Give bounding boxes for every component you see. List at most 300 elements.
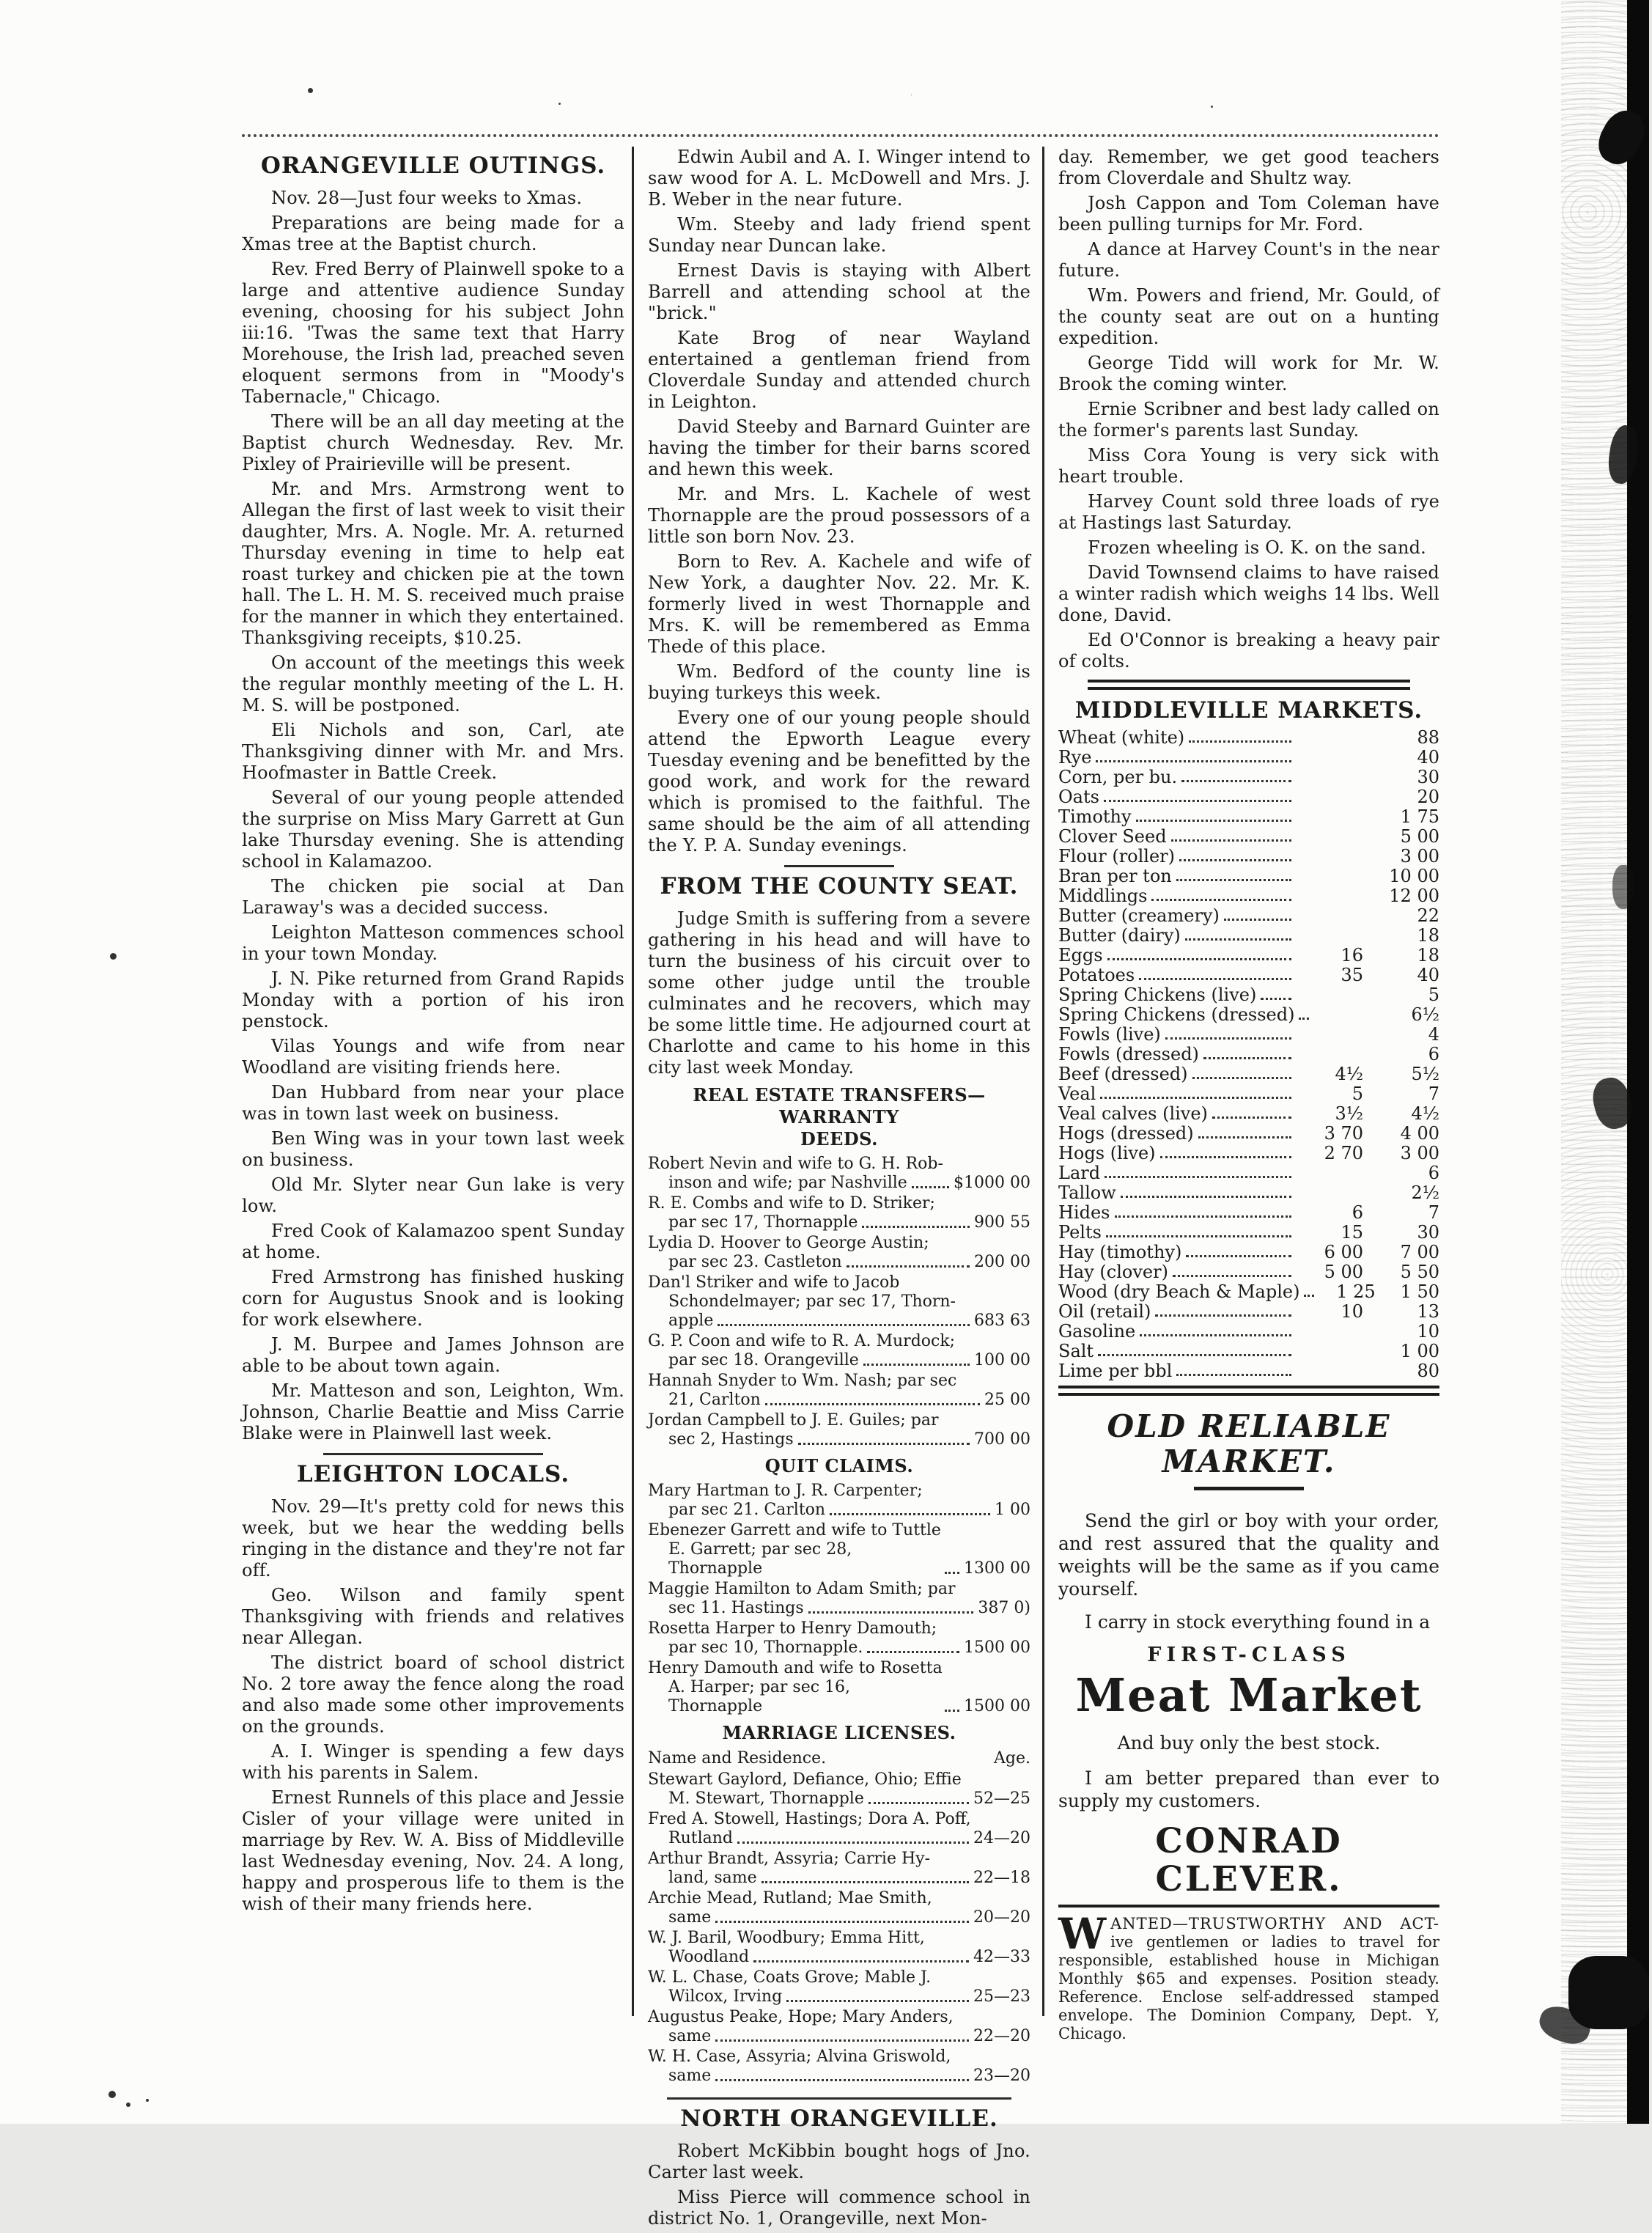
market-item: Rye xyxy=(1058,747,1092,768)
news-paragraph: Kate Brog of near Wayland entertained a gentleman friend from Cloverdale Sunday and attended church in Leighton. xyxy=(648,328,1030,412)
market-high-value: 5 xyxy=(1428,985,1439,1005)
heavy-double-rule xyxy=(1088,680,1410,690)
dot-leader xyxy=(1189,740,1291,743)
market-item: Fowls (live) xyxy=(1058,1024,1161,1045)
market-high-value: 18 xyxy=(1417,945,1439,965)
licenses-column-headers xyxy=(648,1748,1030,1769)
dot-leader xyxy=(715,2079,969,2081)
news-paragraph: Josh Cappon and Tom Coleman have been pulling turnips for Mr. Ford. xyxy=(1058,193,1439,235)
license-entry xyxy=(648,1770,1030,1809)
deed-tail: par sec 18. Orangeville xyxy=(668,1351,859,1369)
deed-amount: 900 55 xyxy=(974,1213,1030,1232)
license-tail: land, same xyxy=(668,1869,757,1887)
market-row xyxy=(1058,827,1439,847)
paper-speck xyxy=(108,2091,116,2098)
license-entry xyxy=(648,2048,1030,2086)
dot-leader xyxy=(1155,1314,1291,1317)
news-paragraph: Geo. Wilson and family spent Thanksgiving with friends and relatives near Allegan. xyxy=(242,1585,624,1648)
market-high-value: 7 xyxy=(1428,1084,1439,1104)
licenses-col-age: Age. xyxy=(994,1749,1030,1767)
dot-leader xyxy=(1203,1057,1291,1059)
dot-leader xyxy=(867,1651,959,1653)
heavy-double-rule xyxy=(1058,1386,1439,1396)
news-paragraph: The chicken pie social at Dan Laraway's was a decided success. xyxy=(242,876,624,918)
news-paragraph: Rev. Fred Berry of Plainwell spoke to a large and attentive audience Sunday evening, choosing for his subject John iii:16. 'Twas the same text that Harry Morehouse, the Irish lad, preached seven eloquent sermons from in "Moody's Tabernacle," Chicago. xyxy=(242,259,624,407)
dot-leader xyxy=(1176,879,1291,881)
ad-title-rule xyxy=(1194,1487,1304,1490)
market-row xyxy=(1058,1262,1439,1282)
old-reliable-market-ad xyxy=(1058,1409,1439,1908)
dot-leader xyxy=(737,1842,969,1844)
market-high-value: 6 xyxy=(1428,1163,1439,1183)
market-row xyxy=(1058,985,1439,1005)
market-row xyxy=(1058,965,1439,985)
market-low-value: 5 xyxy=(1352,1084,1363,1104)
quit-claim-tail: A. Harper; par sec 16, Thornapple xyxy=(668,1678,851,1715)
wanted-classified-ad xyxy=(1058,1909,1439,2043)
market-low-value: 6 xyxy=(1352,1202,1363,1223)
ad-signature: CONRAD CLEVER. xyxy=(1155,1821,1343,1899)
quit-claim-tail: par sec 10, Thornapple. xyxy=(668,1638,863,1657)
market-item: Lime per bbl xyxy=(1058,1361,1173,1381)
news-paragraph: Nov. 29—It's pretty cold for news this week, but we hear the wedding bells ringing in the distance and they're not far off. xyxy=(242,1496,624,1581)
article-heading-county-seat: FROM THE COUNTY SEAT. xyxy=(660,873,1019,900)
news-paragraph: Frozen wheeling is O. K. on the sand. xyxy=(1088,537,1426,558)
dot-leader xyxy=(762,1881,969,1883)
quit-claim-amount-row xyxy=(648,1501,1030,1520)
market-high-value: 12 00 xyxy=(1389,886,1439,906)
market-item: Middlings xyxy=(1058,886,1148,906)
license-entry xyxy=(648,2008,1030,2046)
market-row xyxy=(1058,728,1439,748)
market-row xyxy=(1058,1064,1439,1084)
market-row xyxy=(1058,886,1439,906)
dot-leader xyxy=(1171,839,1291,842)
license-ages: 42—33 xyxy=(973,1948,1030,1966)
deed-tail: par sec 17, Thornapple xyxy=(668,1213,858,1232)
deed-line1: Hannah Snyder to Wm. Nash; par sec xyxy=(648,1372,957,1390)
license-tail: same xyxy=(668,1908,712,1927)
market-high-value: 30 xyxy=(1417,1222,1439,1243)
deed-line1: Lydia D. Hoover to George Austin; xyxy=(648,1234,929,1252)
deeds-heading xyxy=(648,1084,1030,1150)
quit-claim-line1: Rosetta Harper to Henry Damouth; xyxy=(648,1619,937,1638)
license-age-row xyxy=(648,1987,1030,2006)
quit-claim-line1: Ebenezer Garrett and wife to Tuttle xyxy=(648,1521,941,1539)
north-orangeville-continued xyxy=(1058,147,1439,672)
market-item: Veal calves (live) xyxy=(1058,1103,1208,1124)
quit-claim-amount: 1500 00 xyxy=(964,1697,1030,1715)
dot-leader xyxy=(1100,1097,1291,1099)
quit-claim-line1: Henry Damouth and wife to Rosetta xyxy=(648,1659,943,1677)
wanted-body-text: ive gentlemen or ladies to travel for responsible, established house in Michigan Monthly $65 and expenses. Position steady. Reference. Enclose self-addressed stamped envelope. The Dominion Company, Dept. Y, Chicago. xyxy=(1058,1933,1439,2042)
market-item: Oil (retail) xyxy=(1058,1301,1151,1322)
news-paragraph: Ed O'Connor is breaking a heavy pair of colts. xyxy=(1058,630,1439,672)
news-paragraph: Ernest Davis is staying with Albert Barrell and attending school at the "brick." xyxy=(648,260,1030,323)
ad-body xyxy=(1058,1509,1439,1633)
market-item: Spring Chickens (live) xyxy=(1058,985,1257,1005)
news-paragraph: Leighton Matteson commences school in your town Monday. xyxy=(242,922,624,964)
news-paragraph: Several of our young people attended the surprise on Miss Mary Garrett at Gun lake Thursday evening. She is attending school in Kalamazoo. xyxy=(242,787,624,872)
dot-leader xyxy=(786,2000,969,2002)
news-paragraph: There will be an all day meeting at the Baptist church Wednesday. Rev. Mr. Pixley of Prairieville will be present. xyxy=(242,411,624,474)
market-row xyxy=(1058,1045,1439,1064)
dot-leader xyxy=(753,1960,969,1962)
news-paragraph: Wm. Steeby and lady friend spent Sunday near Duncan lake. xyxy=(648,214,1030,256)
dot-leader xyxy=(1176,1374,1291,1376)
quit-claim-line1: Mary Hartman to J. R. Carpenter; xyxy=(648,1482,923,1500)
license-entry xyxy=(648,1850,1030,1888)
market-high-value: 6½ xyxy=(1411,1004,1439,1025)
market-low-value: 6 00 xyxy=(1324,1242,1363,1262)
deed-entry xyxy=(648,1273,1030,1331)
ad-best-stock-line: And buy only the best stock. xyxy=(1117,1732,1381,1754)
market-low-value: 15 xyxy=(1341,1222,1363,1243)
license-line1: W. J. Baril, Woodbury; Emma Hitt, xyxy=(648,1929,925,1947)
news-paragraph: Every one of our young people should attend the Epworth League every Tuesday evening and be benefitted by the good work, and work for the reward which is promised to the faithful. The same should be the aim of all attending the Y. P. A. Sunday evenings. xyxy=(648,707,1030,856)
market-row xyxy=(1058,1282,1439,1302)
market-high-value: 5 50 xyxy=(1400,1262,1439,1282)
dot-leader xyxy=(847,1265,970,1268)
dot-leader xyxy=(1212,1116,1291,1119)
dot-leader xyxy=(1304,1295,1314,1297)
market-item: Wheat (white) xyxy=(1058,727,1185,748)
deed-entry xyxy=(648,1411,1030,1449)
license-line1: Stewart Gaylord, Defiance, Ohio; Effie xyxy=(648,1770,962,1789)
dot-leader xyxy=(1173,1275,1291,1277)
license-tail: M. Stewart, Thornapple xyxy=(668,1789,864,1808)
quit-claim-tail: sec 11. Hastings xyxy=(668,1599,804,1617)
license-age-row xyxy=(648,1789,1030,1809)
wanted-dropcap: W xyxy=(1058,1909,1107,1959)
deed-entry xyxy=(648,1372,1030,1410)
market-row xyxy=(1058,1144,1439,1163)
warranty-deeds-list xyxy=(648,1155,1030,1449)
market-item: Hay (timothy) xyxy=(1058,1242,1182,1262)
dot-leader xyxy=(1186,1255,1291,1257)
market-row xyxy=(1058,1302,1439,1322)
ad-paragraph: I carry in stock everything found in a xyxy=(1085,1611,1431,1633)
top-dotted-rule xyxy=(242,134,1439,137)
license-line1: Archie Mead, Rutland; Mae Smith, xyxy=(648,1889,932,1908)
news-paragraph: Ernie Scribner and best lady called on the former's parents last Sunday. xyxy=(1058,399,1439,441)
news-paragraph: Robert McKibbin bought hogs of Jno. Carter last week. xyxy=(648,2141,1030,2182)
dot-leader xyxy=(1096,760,1291,762)
quit-claim-amount-row xyxy=(648,1638,1030,1658)
quit-claim-entry xyxy=(648,1521,1030,1578)
dot-leader xyxy=(1192,1077,1291,1079)
license-age-row xyxy=(648,1908,1030,1927)
deed-amount-row xyxy=(648,1174,1030,1193)
market-item: Salt xyxy=(1058,1341,1094,1361)
paper-speck xyxy=(308,88,313,93)
market-low-value: 2 70 xyxy=(1324,1143,1363,1163)
market-item: Timothy xyxy=(1058,806,1132,827)
market-row xyxy=(1058,1243,1439,1262)
orangeville-outings-continued xyxy=(648,147,1030,856)
market-item: Lard xyxy=(1058,1163,1101,1183)
quit-claims-list xyxy=(648,1482,1030,1716)
dot-leader xyxy=(808,1611,974,1614)
deed-tail: 21, Carlton xyxy=(668,1391,761,1409)
market-row xyxy=(1058,1084,1439,1104)
section-rule xyxy=(323,1453,543,1455)
news-paragraph: The district board of school district No. 2 tore away the fence along the road and also made some other improvements on the grounds. xyxy=(242,1652,624,1737)
market-high-value: 20 xyxy=(1417,787,1439,807)
section-rule xyxy=(784,865,894,867)
license-entry xyxy=(648,1889,1030,1927)
quit-claim-amount: 387 0) xyxy=(978,1599,1030,1617)
dot-leader xyxy=(1261,998,1291,1000)
column-divider-1 xyxy=(632,147,634,2016)
deed-line1: Dan'l Striker and wife to Jacob xyxy=(648,1273,900,1292)
dot-leader xyxy=(1185,938,1291,941)
market-item: Hay (clover) xyxy=(1058,1262,1168,1282)
news-paragraph: Ben Wing was in your town last week on business. xyxy=(242,1128,624,1170)
market-row xyxy=(1058,926,1439,946)
license-ages: 23—20 xyxy=(973,2067,1030,2085)
market-item: Pelts xyxy=(1058,1222,1102,1243)
market-row xyxy=(1058,867,1439,886)
market-item: Butter (dairy) xyxy=(1058,925,1181,946)
quit-claim-tail: E. Garrett; par sec 28, Thornapple xyxy=(668,1540,852,1578)
column-2 xyxy=(648,147,1030,2233)
dot-leader xyxy=(912,1186,949,1188)
license-ages: 20—20 xyxy=(973,1908,1030,1927)
market-row xyxy=(1058,787,1439,807)
article-heading-orangeville-outings: ORANGEVILLE OUTINGS. xyxy=(260,152,606,179)
news-paragraph: Judge Smith is suffering from a severe gathering in his head and will have to turn the business of his circuit over to some other judge until the trouble culminates and he recovers, which may be some little time. He adjourned court at Charlotte and came to his home in this city last week Monday. xyxy=(648,908,1030,1078)
dot-leader xyxy=(1106,1235,1291,1237)
deed-amount-row xyxy=(648,1213,1030,1232)
license-ages: 24—20 xyxy=(973,1829,1030,1847)
dot-leader xyxy=(1136,820,1291,822)
ad-paragraph: Send the girl or boy with your order, and rest assured that the quality and weights will be the same as if you came yourself. xyxy=(1058,1510,1439,1600)
column-1 xyxy=(242,147,624,1919)
quit-claim-amount: 1 00 xyxy=(995,1501,1030,1519)
market-high-value: 5 00 xyxy=(1400,826,1439,847)
market-high-value: 18 xyxy=(1417,925,1439,946)
dot-leader xyxy=(1139,978,1291,980)
deeds-heading-line2: DEEDS. xyxy=(800,1128,879,1149)
license-tail: Woodland xyxy=(668,1948,750,1966)
dot-leader xyxy=(830,1513,990,1515)
market-low-value: 5 00 xyxy=(1324,1262,1363,1282)
market-high-value: 1 75 xyxy=(1400,806,1439,827)
dot-leader xyxy=(1121,1196,1291,1198)
quit-claim-tail: par sec 21. Carlton xyxy=(668,1501,826,1519)
market-row xyxy=(1058,847,1439,867)
market-high-value: 40 xyxy=(1417,965,1439,985)
deed-line1: R. E. Combs and wife to D. Striker; xyxy=(648,1194,935,1213)
market-item: Flour (roller) xyxy=(1058,846,1176,867)
market-high-value: 4 xyxy=(1428,1024,1439,1045)
license-entry xyxy=(648,1968,1030,2006)
dot-leader xyxy=(1165,1037,1291,1040)
market-item: Corn, per bu. xyxy=(1058,767,1178,787)
dot-leader xyxy=(1198,1136,1291,1138)
news-paragraph: Miss Pierce will commence school in district No. 1, Orangeville, next Mon- xyxy=(648,2187,1030,2229)
market-high-value: 88 xyxy=(1417,727,1439,748)
deed-line1: Robert Nevin and wife to G. H. Rob- xyxy=(648,1155,943,1173)
market-item: Butter (creamery) xyxy=(1058,905,1220,926)
news-paragraph: Ernest Runnels of this place and Jessie Cisler of your village were united in marriage by Rev. W. A. Biss of Middleville last Wednesday evening, Nov. 24. A long, happy and prosperous life to them is the wish of their many friends here. xyxy=(242,1787,624,1914)
deed-entry xyxy=(648,1155,1030,1193)
section-rule xyxy=(667,2097,1011,2100)
news-paragraph: Preparations are being made for a Xmas tree at the Baptist church. xyxy=(242,213,624,254)
dot-leader xyxy=(1140,1334,1291,1336)
dot-leader xyxy=(1104,800,1291,802)
market-high-value: 7 00 xyxy=(1400,1242,1439,1262)
deed-entry xyxy=(648,1332,1030,1370)
market-row xyxy=(1058,946,1439,965)
market-high-value: 1 00 xyxy=(1400,1341,1439,1361)
license-age-row xyxy=(648,1948,1030,1967)
deed-tail: inson and wife; par Nashville xyxy=(668,1174,907,1192)
market-low-value: 3 70 xyxy=(1324,1123,1363,1144)
market-high-value: 22 xyxy=(1417,905,1439,926)
county-seat-article xyxy=(648,908,1030,1078)
market-item: Hogs (live) xyxy=(1058,1143,1156,1163)
news-paragraph: Dan Hubbard from near your place was in town last week on business. xyxy=(242,1082,624,1124)
ink-smudge xyxy=(1612,865,1634,909)
news-paragraph: Old Mr. Slyter near Gun lake is very low. xyxy=(242,1174,624,1216)
dot-leader xyxy=(715,1921,969,1923)
license-age-row xyxy=(648,1869,1030,1888)
paper-speck xyxy=(110,953,117,960)
market-row xyxy=(1058,807,1439,827)
market-high-value: 1 50 xyxy=(1400,1281,1439,1302)
marriage-licenses-heading: MARRIAGE LICENSES. xyxy=(722,1722,956,1743)
deed-tail: par sec 23. Castleton xyxy=(668,1253,842,1271)
dot-leader xyxy=(945,1710,959,1712)
market-high-value: 10 xyxy=(1417,1321,1439,1342)
market-item: Spring Chickens (dressed) xyxy=(1058,1004,1295,1025)
market-item: Clover Seed xyxy=(1058,826,1167,847)
market-row xyxy=(1058,1005,1439,1025)
license-line1: Fred A. Stowell, Hastings; Dora A. Poff, xyxy=(648,1810,971,1828)
market-item: Gasoline xyxy=(1058,1321,1136,1342)
market-high-value: 6 xyxy=(1428,1044,1439,1064)
dot-leader xyxy=(798,1443,970,1445)
quit-claim-amount: 1300 00 xyxy=(964,1559,1030,1578)
market-item: Bran per ton xyxy=(1058,866,1172,886)
market-row xyxy=(1058,1322,1439,1342)
dot-leader xyxy=(1105,1176,1291,1178)
license-line1: W. H. Case, Assyria; Alvina Griswold, xyxy=(648,2048,951,2066)
markets-heading: MIDDLEVILLE MARKETS. xyxy=(1074,697,1423,724)
market-item: Tallow xyxy=(1058,1182,1116,1203)
license-line1: W. L. Chase, Coats Grove; Mable J. xyxy=(648,1968,932,1987)
market-high-value: 4 00 xyxy=(1400,1123,1439,1144)
dot-leader xyxy=(1181,780,1291,782)
quit-claim-entry xyxy=(648,1580,1030,1618)
deed-line1: G. P. Coon and wife to R. A. Murdock; xyxy=(648,1332,956,1350)
quit-claim-amount-row xyxy=(648,1599,1030,1618)
market-row xyxy=(1058,1124,1439,1144)
quit-claim-amount-row xyxy=(648,1678,1030,1716)
deed-amount-row xyxy=(648,1430,1030,1449)
news-paragraph: Mr. Matteson and son, Leighton, Wm. Johnson, Charlie Beattie and Miss Carrie Blake were in Plainwell last week. xyxy=(242,1380,624,1443)
market-high-value: 3 00 xyxy=(1400,846,1439,867)
deed-amount-row xyxy=(648,1312,1030,1331)
deed-amount-row xyxy=(648,1351,1030,1370)
license-tail: same xyxy=(668,2067,712,2085)
deed-amount-row xyxy=(648,1253,1030,1272)
market-high-value: 13 xyxy=(1417,1301,1439,1322)
quit-claim-entry xyxy=(648,1659,1030,1716)
license-tail: Rutland xyxy=(668,1829,733,1847)
deed-amount: 700 00 xyxy=(974,1430,1030,1449)
market-low-value: 4½ xyxy=(1335,1064,1363,1084)
news-paragraph: Fred Armstrong has finished husking corn for Augustus Snook and is looking for work elsewhere. xyxy=(242,1267,624,1330)
license-entry xyxy=(648,1929,1030,1967)
dot-leader xyxy=(765,1403,980,1405)
license-age-row xyxy=(648,2067,1030,2086)
license-line1: Arthur Brandt, Assyria; Carrie Hy- xyxy=(648,1850,931,1868)
market-row xyxy=(1058,1342,1439,1361)
news-paragraph: George Tidd will work for Mr. W. Brook the coming winter. xyxy=(1058,353,1439,394)
deed-amount: 100 00 xyxy=(974,1351,1030,1369)
market-item: Oats xyxy=(1058,787,1099,807)
dot-leader xyxy=(863,1364,970,1366)
market-item: Hides xyxy=(1058,1202,1110,1223)
market-high-value: 2½ xyxy=(1411,1182,1439,1203)
news-paragraph: A. I. Winger is spending a few days with his parents in Salem. xyxy=(242,1741,624,1783)
news-paragraph: Vilas Youngs and wife from near Woodland are visiting friends here. xyxy=(242,1036,624,1078)
quit-claim-entry xyxy=(648,1482,1030,1520)
dot-leader xyxy=(718,1324,970,1326)
market-item: Veal xyxy=(1058,1084,1096,1104)
license-line1: Augustus Peake, Hope; Mary Anders, xyxy=(648,2008,954,2026)
news-paragraph: Fred Cook of Kalamazoo spent Sunday at home. xyxy=(242,1221,624,1262)
deed-line2: Schondelmayer; par sec 17, Thorn- xyxy=(668,1292,956,1311)
market-item: Hogs (dressed) xyxy=(1058,1123,1194,1144)
wanted-caps-text: ANTED—TRUSTWORTHY AND ACT- xyxy=(1110,1915,1439,1932)
dot-leader xyxy=(1224,919,1291,921)
market-item: Eggs xyxy=(1058,945,1103,965)
deed-tail: apple xyxy=(668,1312,714,1330)
ad-meat-market-line: Meat Market xyxy=(1075,1669,1423,1722)
scan-noise-band xyxy=(1561,0,1627,2124)
deed-tail: sec 2, Hastings xyxy=(668,1430,794,1449)
license-ages: 22—20 xyxy=(973,2027,1030,2045)
north-orangeville-article xyxy=(648,2141,1030,2229)
quit-claim-line1: Maggie Hamilton to Adam Smith; par xyxy=(648,1580,956,1598)
news-paragraph: Mr. and Mrs. Armstrong went to Allegan the first of last week to visit their daughter, Mrs. A. Nogle. Mr. A. returned Thursday evening in time to help eat roast turkey and chicken pie at the town hall. The L. H. M. S. received much praise for the manner in which they entertained. Thanksgiving receipts, $10.25. xyxy=(242,479,624,648)
market-low-value: 35 xyxy=(1341,965,1363,985)
news-paragraph: On account of the meetings this week the regular monthly meeting of the L. H. M. S. will be postponed. xyxy=(242,652,624,715)
market-row xyxy=(1058,748,1439,768)
license-entry xyxy=(648,1810,1030,1848)
news-paragraph: Nov. 28—Just four weeks to Xmas. xyxy=(271,188,583,208)
dot-leader xyxy=(1160,1156,1291,1158)
leighton-locals-article xyxy=(242,1496,624,1915)
column-3 xyxy=(1058,147,1439,2043)
market-row xyxy=(1058,768,1439,787)
news-paragraph: day. Remember, we get good teachers from Cloverdale and Shultz way. xyxy=(1058,147,1439,188)
market-item: Beef (dressed) xyxy=(1058,1064,1188,1084)
market-high-value: 40 xyxy=(1417,747,1439,768)
article-heading-north-orangeville: NORTH ORANGEVILLE. xyxy=(680,2105,998,2132)
licenses-col-name: Name and Residence. xyxy=(648,1749,827,1767)
ad-title: OLD RELIABLE MARKET. xyxy=(1107,1408,1391,1479)
market-high-value: 80 xyxy=(1417,1361,1439,1381)
dot-leader xyxy=(1098,1354,1291,1356)
markets-table xyxy=(1058,728,1439,1381)
market-high-value: 4½ xyxy=(1411,1103,1439,1124)
deed-amount: $1000 00 xyxy=(954,1174,1030,1192)
